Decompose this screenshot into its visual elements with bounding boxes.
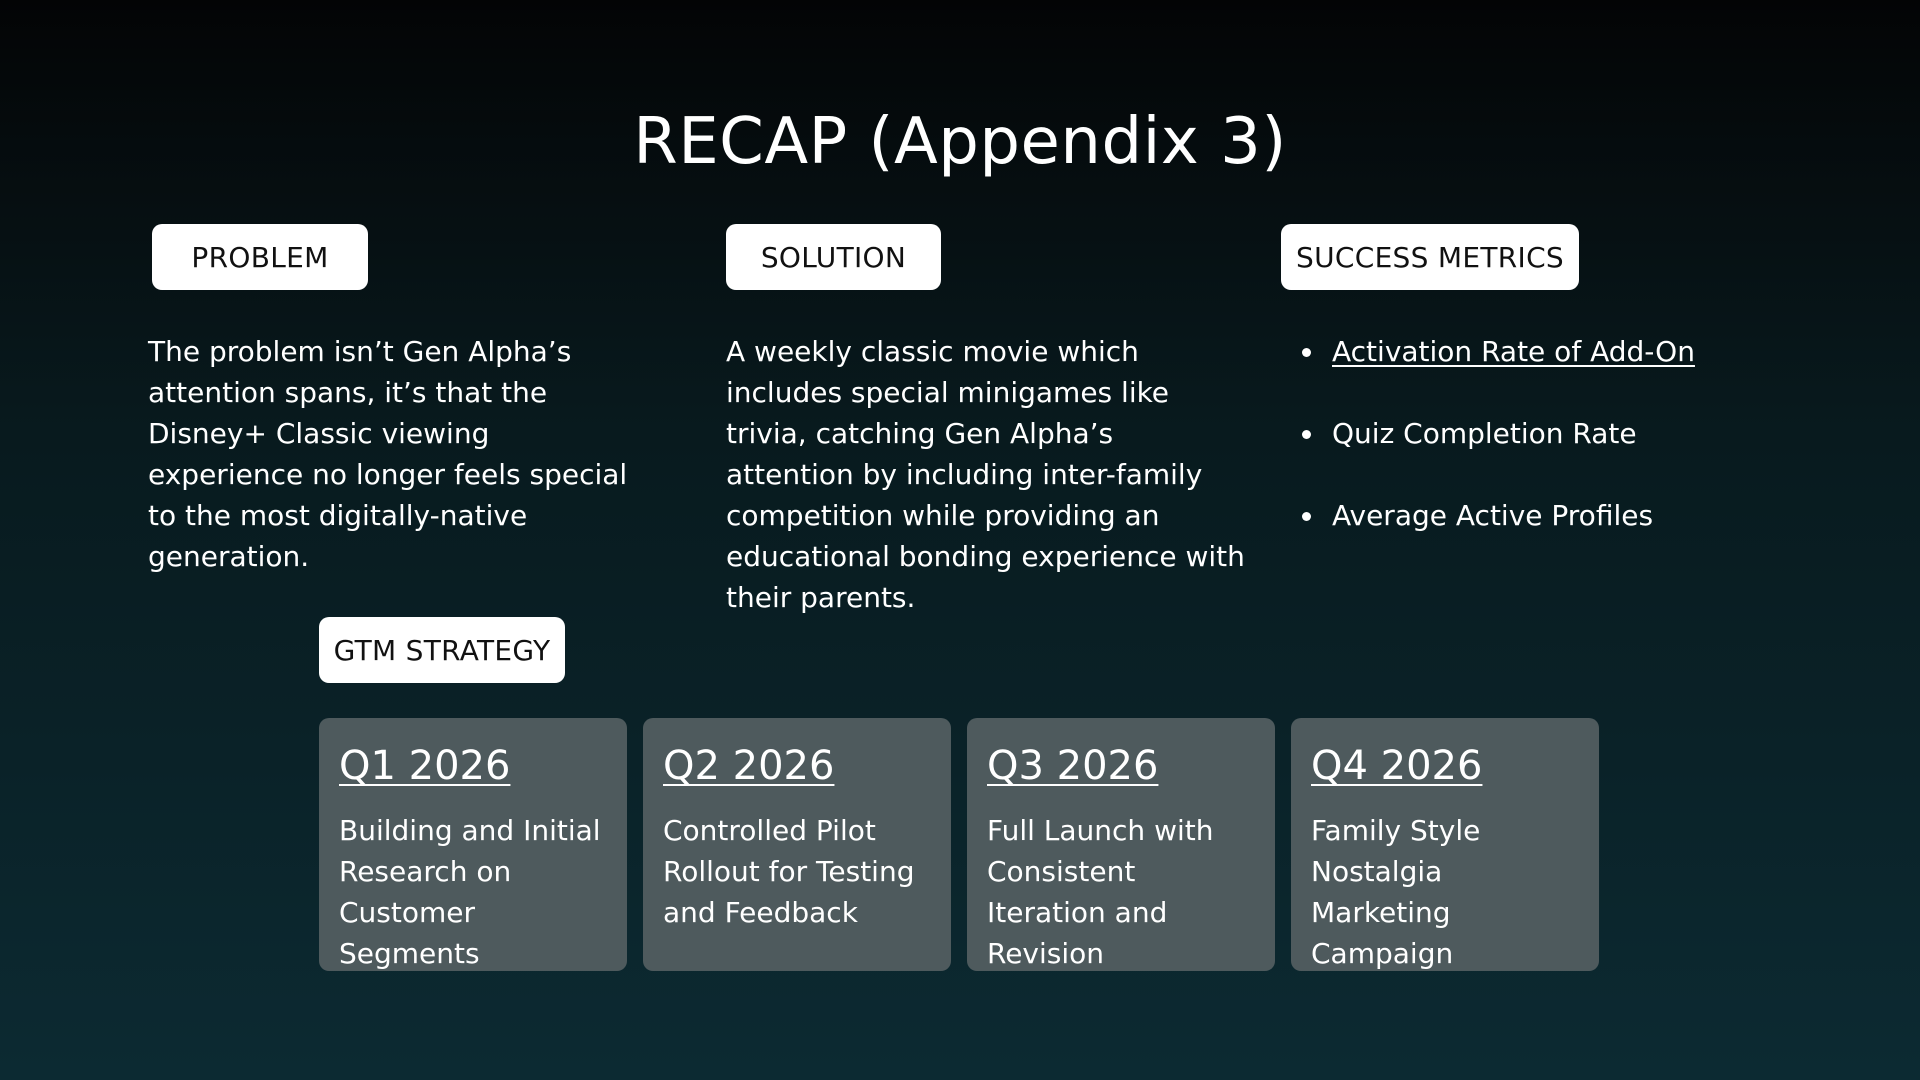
quarter-card — [319, 718, 627, 971]
success-metrics-label: SUCCESS METRICS — [1281, 224, 1579, 290]
metric-active-profiles: Average Active Profiles — [1332, 499, 1654, 532]
quarter-description: Controlled Pilot Rollout for Testing and Feedback — [663, 814, 915, 929]
quarter-description: Family Style Nostalgia Marketing Campaign — [1311, 814, 1481, 970]
quarter-title: Q2 2026 — [663, 743, 835, 789]
gtm-timeline — [319, 718, 1599, 971]
slide-title: RECAP (Appendix 3) — [633, 105, 1287, 179]
quarter-card — [643, 718, 951, 971]
success-metrics-list — [1300, 331, 1820, 577]
bullet-icon — [1302, 430, 1311, 439]
gtm-strategy-label: GTM STRATEGY — [319, 617, 565, 683]
problem-label: PROBLEM — [152, 224, 368, 290]
metric-quiz-completion: Quiz Completion Rate — [1332, 417, 1637, 450]
solution-text: A weekly classic movie which includes special minigames like trivia, catching Gen Alpha’s attention by including inter-family competition while providing an educational bonding experience with their parents. — [726, 335, 1245, 614]
quarter-card — [967, 718, 1275, 971]
quarter-title: Q4 2026 — [1311, 743, 1483, 789]
quarter-card — [1291, 718, 1599, 971]
quarter-title: Q1 2026 — [339, 743, 511, 789]
metric-item — [1300, 495, 1820, 536]
metric-link-activation-rate[interactable]: Activation Rate of Add-On — [1332, 335, 1695, 368]
solution-label: SOLUTION — [726, 224, 941, 290]
bullet-icon — [1302, 512, 1311, 521]
quarter-description: Building and Initial Research on Customer Segments — [339, 814, 601, 970]
bullet-icon — [1302, 348, 1311, 357]
quarter-title: Q3 2026 — [987, 743, 1159, 789]
quarter-description: Full Launch with Consistent Iteration and Revision — [987, 814, 1214, 970]
problem-text: The problem isn’t Gen Alpha’s attention spans, it’s that the Disney+ Classic viewing experience no longer feels special to the most digitally-native generation. — [148, 335, 628, 573]
metric-item — [1300, 331, 1820, 372]
metric-item — [1300, 413, 1820, 454]
